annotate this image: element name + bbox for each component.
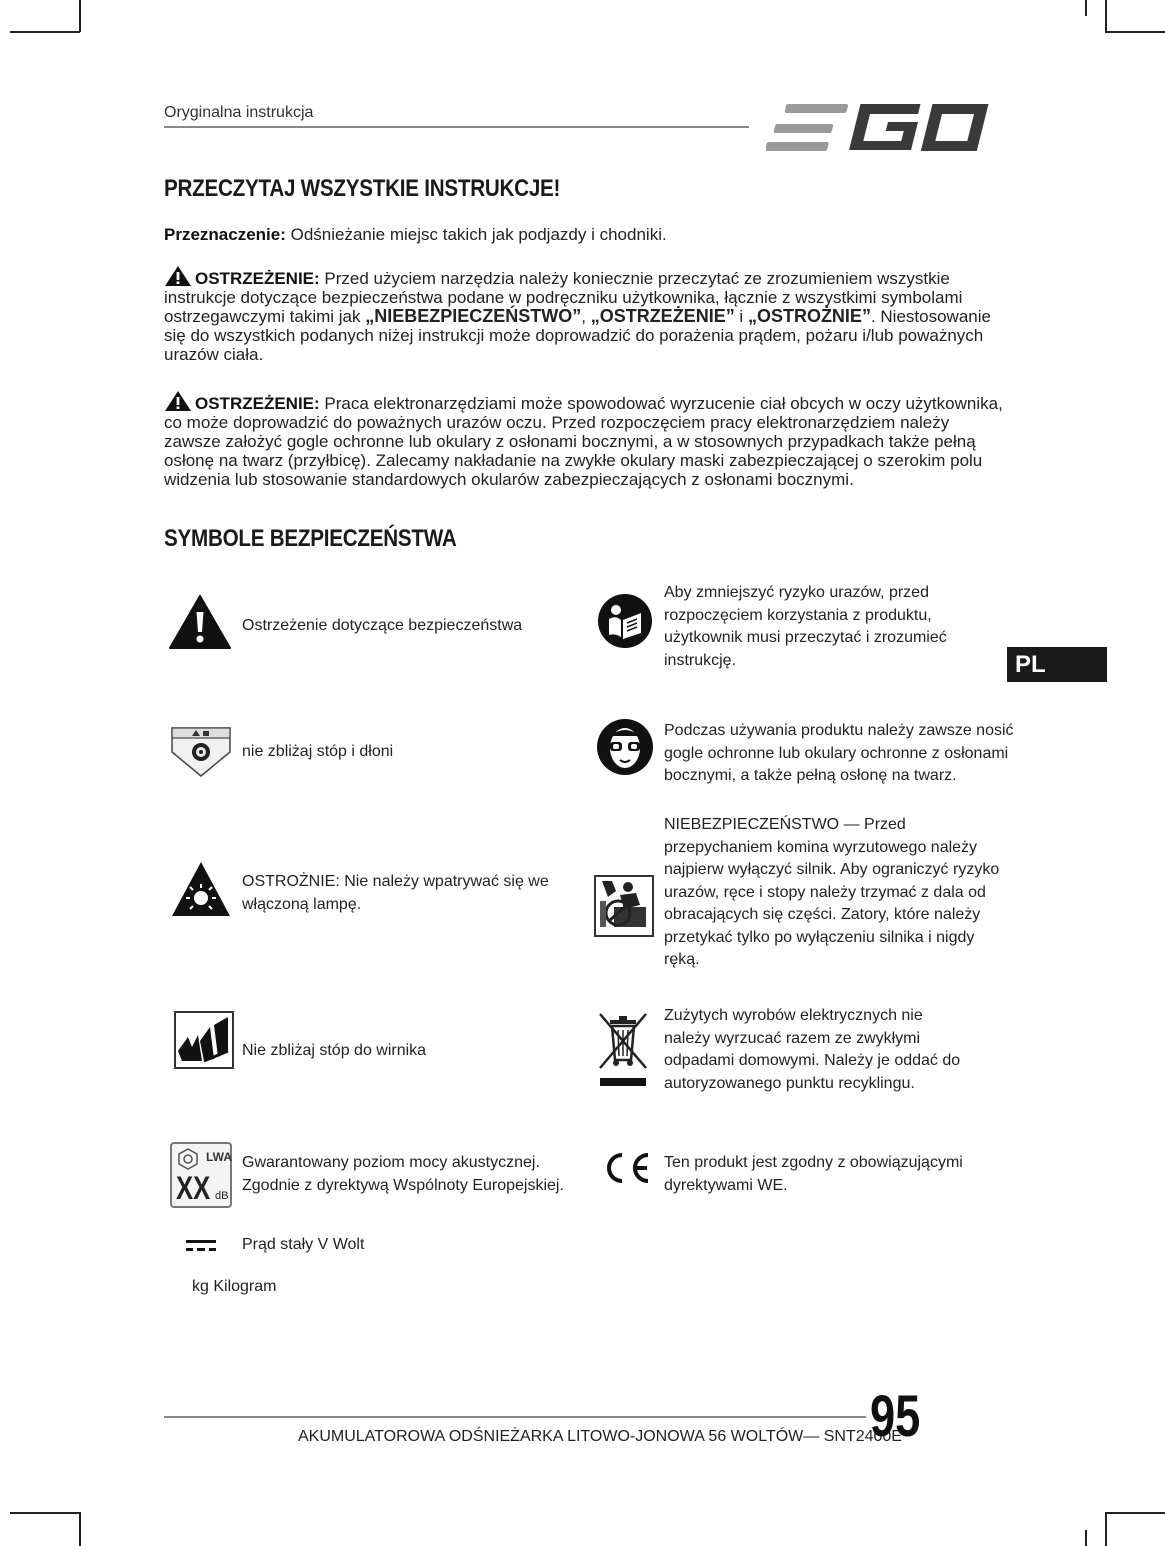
crop-mark: [1105, 1512, 1107, 1546]
warning-text: . Niestosowanie się do wszystkich podanych niżej instrukcji może doprowadzić do porażenia prądem, pożaru i/lub poważnych urazów ciała.: [164, 307, 991, 364]
noise-icon-db: dB: [215, 1190, 229, 1202]
header-label: Oryginalna instrukcja: [164, 104, 314, 121]
warning-label: OSTRZEŻENIE:: [195, 269, 320, 288]
danger-text-line: obracających się części. Zatory, które należy: [664, 906, 981, 923]
danger-text-line: ręką.: [664, 951, 700, 968]
section-title-safety-symbols: SYMBOLE BEZPIECZEŃSTWA: [164, 525, 457, 552]
language-tab: PL: [1007, 647, 1107, 682]
purpose-label: Przeznaczenie:: [164, 225, 286, 244]
weee-bin-icon: [596, 1010, 650, 1088]
danger-text-line: urazów, ręce i stopy należy trzymać z dala od: [664, 883, 986, 901]
warning-text: Praca elektronarzędziami może spowodować wyrzucenie ciał obcych w oczy użytkownika, co może doprowadzić do poważnych urazów oczu. Przed rozpoczęciem pracy elektronarzędziem należy zawsze założyć gogle ochronne lub okulary z osłonami bocznymi, a w stosownych przypadkach także pełną osłonę na twarz (przyłbicę). Zalecamy nakładanie na zwykłe okulary maski zabezpieczającej o szerokim polu widzenia lub stosowanie standardowych okularów zabezpieczających z osłonami bocznymi.: [164, 394, 1003, 489]
crop-mark: [79, 0, 81, 32]
header-rule: [164, 126, 749, 128]
keyword-danger: „NIEBEZPIECZEŃSTWO”: [365, 306, 582, 326]
goggles-text-line: Podczas używania produktu należy zawsze nosić: [664, 722, 1014, 739]
rotor-feet-icon: [174, 1011, 234, 1069]
hands-feet-icon: [170, 726, 232, 778]
keyword-caution: „OSTROŻNIE”: [747, 306, 871, 326]
symbol-safety-alert-text: Ostrzeżenie dotyczące bezpieczeństwa: [242, 617, 523, 634]
lamp-warning-icon: [170, 860, 232, 918]
symbol-manual-text: [664, 582, 947, 672]
symbol-lamp-text: [242, 871, 549, 916]
manual-text-line: rozpoczęciem korzystania z produktu,: [664, 606, 932, 624]
crop-mark: [1085, 0, 1087, 16]
symbol-ce-text: [664, 1152, 963, 1197]
weee-text-line: należy wyrzucać razem ze zwykłymi: [664, 1029, 921, 1047]
symbol-rotor-text: Nie zbliżaj stóp do wirnika: [242, 1042, 427, 1059]
warning-triangle-icon: [164, 265, 192, 287]
weee-text-line: Zużytych wyrobów elektrycznych nie: [664, 1007, 923, 1024]
lamp-text-line: włączoną lampę.: [242, 895, 362, 913]
noise-text-line: Gwarantowany poziom mocy akustycznej.: [242, 1154, 540, 1171]
safety-alert-icon: [168, 594, 232, 650]
symbol-hands-feet-text: nie zbliżaj stóp i dłoni: [242, 743, 394, 760]
goggles-icon: [596, 718, 654, 776]
danger-text-line: przetykać tylko po wyłączeniu silnika i nigdy: [664, 928, 975, 946]
crop-mark: [1105, 31, 1165, 33]
symbol-danger-text: [664, 814, 999, 972]
purpose-text: Odśnieżanie miejsc takich jak podjazdy i chodniki.: [285, 225, 667, 244]
crop-mark: [1085, 1530, 1087, 1546]
symbol-kg-text: kg Kilogram: [192, 1278, 277, 1295]
page-number: 95: [870, 1384, 921, 1449]
danger-text-line: NIEBEZPIECZEŃSTWO — Przed: [664, 816, 906, 833]
crop-mark: [1105, 1512, 1165, 1514]
crop-mark: [10, 31, 80, 33]
section-title-instructions: PRZECZYTAJ WSZYSTKIE INSTRUKCJE!: [164, 175, 561, 202]
goggles-text-line: gogle ochronne lub okulary ochronne z osłonami: [664, 744, 1009, 762]
noise-level-icon: [170, 1142, 232, 1208]
symbol-noise-text: [242, 1152, 564, 1197]
direct-current-icon: [186, 1237, 216, 1255]
footer-product-name: AKUMULATOROWA ODŚNIEŻARKA LITOWO-JONOWA 56 WOLTÓW— SNT2400E: [298, 1428, 902, 1445]
goggles-text-line: bocznymi, a także pełną osłonę na twarz.: [664, 767, 957, 784]
warning-paragraph-1: [164, 265, 1004, 364]
crop-mark: [79, 1512, 81, 1546]
warning-paragraph-2: [164, 390, 1004, 489]
noise-text-line: Zgodnie z dyrektywą Wspólnoty Europejskiej.: [242, 1176, 564, 1194]
noise-icon-xx: XX: [176, 1170, 211, 1206]
separator: i: [734, 307, 748, 326]
purpose-paragraph: [164, 225, 1004, 244]
symbol-goggles-text: [664, 720, 1014, 788]
symbol-weee-text: [664, 1005, 960, 1095]
crop-mark: [10, 1512, 80, 1514]
manual-text-line: instrukcję.: [664, 651, 737, 669]
ce-mark-icon: [602, 1151, 652, 1185]
separator: ,: [581, 307, 591, 326]
symbol-dc-text: Prąd stały V Wolt: [242, 1236, 365, 1253]
keyword-warning: „OSTRZEŻENIE”: [590, 306, 735, 326]
ce-text-line: dyrektywami WE.: [664, 1176, 788, 1194]
danger-text-line: najpierw wyłączyć silnik. Aby ograniczyć ryzyko: [664, 861, 1000, 878]
lamp-text-line: OSTROŻNIE: Nie należy wpatrywać się we: [242, 873, 549, 890]
ce-text-line: Ten produkt jest zgodny z obowiązującymi: [664, 1154, 963, 1171]
manual-text-line: użytkownik musi przeczytać i zrozumieć: [664, 629, 947, 646]
read-manual-icon: [597, 593, 653, 649]
chute-danger-icon: [594, 875, 654, 937]
manual-text-line: Aby zmniejszyć ryzyko urazów, przed: [664, 584, 929, 601]
ego-logo: [766, 98, 994, 156]
warning-text: Przed użyciem narzędzia należy koniecznie przeczytać ze zrozumieniem wszystkie instrukcje dotyczące bezpieczeństwa podane w podręczniku użytkownika, łącznie z wszystkimi symbolami ostrzegawczymi takimi jak: [164, 269, 963, 326]
noise-icon-lwa: LWA: [206, 1150, 232, 1164]
warning-triangle-icon: [164, 390, 192, 412]
crop-mark: [1105, 0, 1107, 32]
danger-text-line: przepychaniem komina wyrzutowego należy: [664, 838, 978, 856]
weee-text-line: odpadami domowymi. Należy je oddać do: [664, 1052, 961, 1069]
footer-rule: [164, 1416, 866, 1418]
weee-text-line: autoryzowanego punktu recyklingu.: [664, 1074, 915, 1092]
warning-label: OSTRZEŻENIE:: [195, 394, 320, 413]
